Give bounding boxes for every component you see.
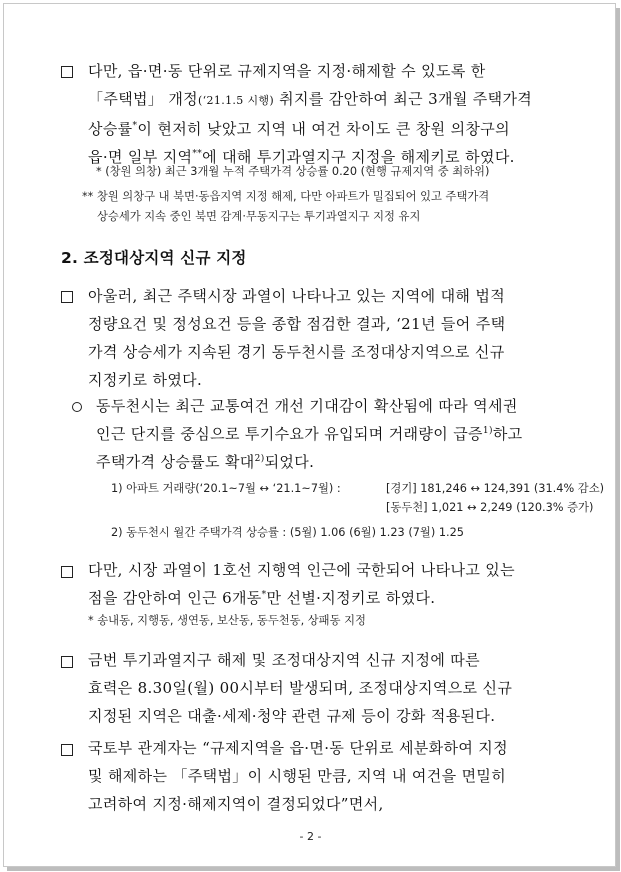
text-span: 하고	[492, 425, 523, 443]
footnote: * (창원 의창) 최근 3개월 누적 주택가격 상승률 0.20 (현행 규제지역 중 최하위)	[96, 165, 490, 178]
square-bullet-icon	[61, 66, 73, 78]
text-line	[96, 448, 523, 476]
paragraph-effective-date	[88, 646, 512, 730]
text-span: (‘21.1.5 시행)	[198, 94, 275, 107]
square-bullet-icon	[61, 291, 73, 303]
paragraph-selective-designation	[88, 556, 515, 612]
text-line: 국토부 관계자는 “규제지역을 읍·면·동 단위로 세분화하여 지정	[88, 739, 508, 757]
text-line: 고려하여 지정·해제지역이 결정되었다”면서,	[88, 795, 384, 813]
footnote-transaction-gyeonggi: [경기] 181,246 ↔ 124,391 (31.4% 감소)	[386, 482, 605, 495]
footnote-transaction-dongducheon: [동두천] 1,021 ↔ 2,249 (120.3% 증가)	[386, 501, 594, 514]
text-line: 지정키로 하였다.	[88, 371, 203, 389]
text-line: 다만, 읍·면·동 단위로 규제지역을 지정·해제할 수 있도록 한	[88, 62, 486, 80]
text-span: 만 선별·지정키로 하였다.	[266, 589, 436, 607]
square-bullet-icon	[61, 656, 73, 668]
paragraph-dongducheon	[96, 392, 523, 476]
text-line: 아울러, 최근 주택시장 과열이 나타나고 있는 지역에 대해 법적	[88, 287, 506, 305]
square-bullet-icon	[61, 744, 73, 756]
text-span: 상승률	[88, 120, 133, 138]
text-line: 금번 투기과열지구 해제 및 조정대상지역 신규 지정에 따른	[88, 651, 480, 669]
footnote-marker: *	[261, 590, 267, 600]
text-span: 되었다.	[264, 453, 315, 471]
text-line	[96, 420, 523, 448]
text-span: 이 현저히 낮았고 지역 내 여건 차이도 큰 창원 의창구의	[137, 120, 510, 138]
footnote-marker: 1)	[482, 426, 493, 436]
footnote-marker: 2)	[254, 454, 265, 464]
footnote-marker: *	[132, 121, 138, 131]
footnote-transaction-label: 1) 아파트 거래량(‘20.1~7월 ↔ ‘21.1~7월) :	[111, 482, 341, 495]
circle-bullet-icon	[72, 402, 82, 412]
paragraph-new-designation	[88, 282, 505, 394]
text-span: 에 대해 투기과열지구 지정을 해제키로 하였다.	[202, 148, 515, 166]
text-span: 점을 감안하여 인근 6개동	[88, 589, 262, 607]
paragraph-ministry-statement	[88, 734, 508, 818]
text-span: 「주택법」 개정	[88, 90, 199, 108]
text-span: 인근 단지를 중심으로 투기수요가 유입되며 거래량이 급증	[96, 425, 483, 443]
text-line: 정량요건 및 정성요건 등을 종합 점검한 결과, ‘21년 들어 주택	[88, 315, 506, 333]
text-line: 효력은 8.30일(월) 00시부터 발생되며, 조정대상지역으로 신규	[88, 679, 513, 697]
text-span: 읍·면 일부 지역	[88, 148, 193, 166]
text-line: 동두천시는 최근 교통여건 개선 기대감이 확산됨에 따라 역세권	[96, 397, 518, 415]
text-span: 취지를 감안하여 최근 3개월 주택가격	[274, 90, 533, 108]
section-heading: 2. 조정대상지역 신규 지정	[61, 249, 247, 267]
text-line: 다만, 시장 과열이 1호선 지행역 인근에 국한되어 나타나고 있는	[88, 561, 515, 579]
text-line	[88, 85, 532, 115]
footnote-dong-list: * 송내동, 지행동, 생연동, 보산동, 동두천동, 상패동 지정	[88, 614, 366, 627]
page-number: - 2 -	[299, 830, 322, 843]
footnote: 상승세가 지속 중인 북면 감계·무동지구는 투기과열지구 지정 유지	[97, 210, 421, 223]
text-line	[88, 584, 515, 612]
text-line: 지정된 지역은 대출·세제·청약 관련 규제 등이 강화 적용된다.	[88, 707, 496, 725]
square-bullet-icon	[61, 566, 73, 578]
page-shadow-bottom	[7, 867, 619, 871]
page-shadow-right	[616, 8, 620, 871]
text-line	[88, 115, 532, 143]
paragraph-regulation-lift	[88, 57, 532, 171]
footnote-marker: **	[192, 149, 203, 159]
footnote-price-rate: 2) 동두천시 월간 주택가격 상승률 : (5월) 1.06 (6월) 1.23 (7월) 1.25	[111, 526, 464, 539]
text-line: 가격 상승세가 지속된 경기 동두천시를 조정대상지역으로 신규	[88, 343, 505, 361]
text-line: 및 해제하는 「주택법」이 시행된 만큼, 지역 내 여건을 면밀히	[88, 767, 507, 785]
footnote: ** 창원 의창구 내 북면·동읍지역 지정 해제, 다만 아파트가 밀집되어 있고 주택가격	[82, 190, 490, 203]
text-span: 주택가격 상승률도 확대	[96, 453, 255, 471]
